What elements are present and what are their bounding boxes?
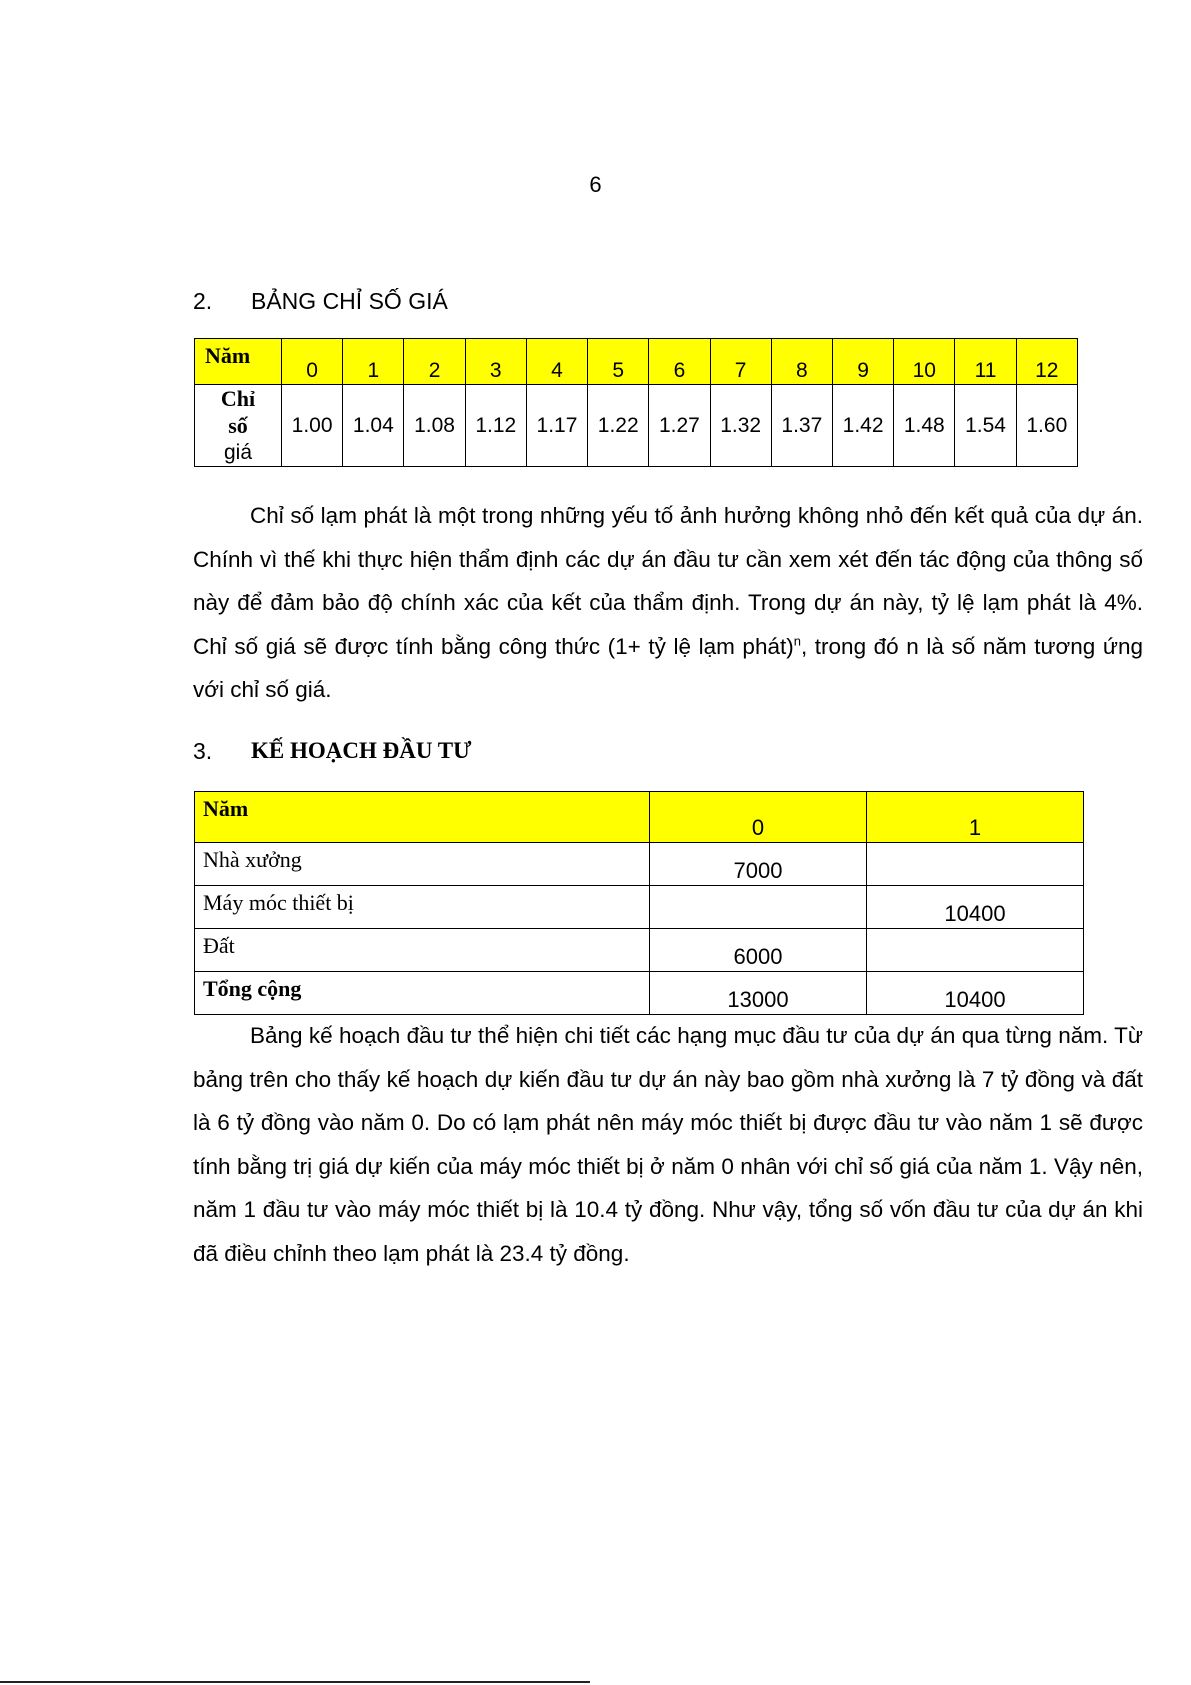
paragraph-end: , trong đó n là số năm tương ứng với chỉ số giá. xyxy=(193,633,1143,702)
header-year-0: 0 xyxy=(649,792,866,843)
row-label: Nhà xưởng xyxy=(195,843,650,886)
total-year-0: 13000 xyxy=(649,972,866,1015)
section-number: 2. xyxy=(193,288,213,314)
value-year-1 xyxy=(866,929,1083,972)
value-year-0: 7000 xyxy=(649,843,866,886)
paragraph-main: Chỉ số lạm phát là một trong những yếu tố ảnh hưởng không nhỏ đến kết quả của dự án. Chính vì thế khi thực hiện thẩm định các dự án đầu tư cần xem xét đến tác động của thông số này để đảm bảo độ chính xác của kết của thẩm định. Trong dự án này, tỷ lệ lạm phát là 4%. Chỉ số giá sẽ được tính bằng công thức (1+ tỷ lệ lạm phát) xyxy=(193,503,1143,659)
value-cell: 1.54 xyxy=(955,385,1016,467)
row-label: Máy móc thiết bị xyxy=(195,886,650,929)
header-label: Năm xyxy=(195,792,650,843)
value-cell: 1.00 xyxy=(282,385,343,467)
value-year-0: 6000 xyxy=(649,929,866,972)
page-number: 6 xyxy=(589,172,602,197)
year-cell: 1 xyxy=(343,339,404,385)
section-heading-price-index xyxy=(193,288,448,315)
row-label-part: giá xyxy=(223,441,253,464)
year-cell: 4 xyxy=(526,339,587,385)
year-cell: 0 xyxy=(282,339,343,385)
value-year-0 xyxy=(649,886,866,929)
year-cell: 3 xyxy=(465,339,526,385)
investment-plan-table xyxy=(194,791,1084,1015)
year-cell: 10 xyxy=(894,339,955,385)
value-cell: 1.32 xyxy=(710,385,771,467)
exponent: n xyxy=(793,633,801,648)
table-row xyxy=(195,843,1084,886)
year-cell: 5 xyxy=(588,339,649,385)
value-year-1 xyxy=(866,843,1083,886)
row-label xyxy=(195,385,282,467)
total-year-1: 10400 xyxy=(866,972,1083,1015)
paragraph-inflation xyxy=(193,494,1143,712)
year-cell: 7 xyxy=(710,339,771,385)
section-heading-investment xyxy=(193,738,471,765)
section-title: KẾ HOẠCH ĐẦU TƯ xyxy=(251,738,472,763)
value-cell: 1.48 xyxy=(894,385,955,467)
table-header-row xyxy=(195,339,1078,385)
year-cell: 8 xyxy=(771,339,832,385)
header-year-1: 1 xyxy=(866,792,1083,843)
section-title: BẢNG CHỈ SỐ GIÁ xyxy=(251,288,448,314)
section-number: 3. xyxy=(193,738,213,764)
paragraph-text: Bảng kế hoạch đầu tư thể hiện chi tiết các hạng mục đầu tư của dự án qua từng năm. Từ bảng trên cho thấy kế hoạch dự kiến đầu tư dự án này bao gồm nhà xưởng là 7 tỷ đồng và đất là 6 tỷ đồng vào năm 0. Do có lạm phát nên máy móc thiết bị được đầu tư vào năm 1 sẽ được tính bằng trị giá dự kiến của máy móc thiết bị ở năm 0 nhân với chỉ số giá của năm 1. Vậy nên, năm 1 đầu tư vào máy móc thiết bị là 10.4 tỷ đồng. Như vậy, tổng số vốn đầu tư của dự án khi đã điều chỉnh theo lạm phát là 23.4 tỷ đồng. xyxy=(193,1023,1143,1266)
page-divider xyxy=(0,1681,590,1683)
table-row xyxy=(195,929,1084,972)
value-cell: 1.08 xyxy=(404,385,465,467)
paragraph-text xyxy=(193,494,1143,712)
year-cell: 2 xyxy=(404,339,465,385)
value-year-1: 10400 xyxy=(866,886,1083,929)
table-row xyxy=(195,385,1078,467)
value-cell: 1.12 xyxy=(465,385,526,467)
year-cell: 6 xyxy=(649,339,710,385)
total-label: Tổng cộng xyxy=(195,972,650,1015)
row-label-part: Chỉ xyxy=(220,386,256,411)
value-cell: 1.37 xyxy=(771,385,832,467)
value-cell: 1.22 xyxy=(588,385,649,467)
paragraph-investment xyxy=(193,1014,1143,1275)
price-index-table xyxy=(194,338,1078,467)
table-total-row xyxy=(195,972,1084,1015)
header-label: Năm xyxy=(195,339,282,385)
row-label: Đất xyxy=(195,929,650,972)
value-cell: 1.60 xyxy=(1016,385,1077,467)
value-cell: 1.42 xyxy=(832,385,893,467)
row-label-part: số xyxy=(228,413,248,438)
value-cell: 1.27 xyxy=(649,385,710,467)
value-cell: 1.04 xyxy=(343,385,404,467)
table-header-row xyxy=(195,792,1084,843)
year-cell: 12 xyxy=(1016,339,1077,385)
table-row xyxy=(195,886,1084,929)
year-cell: 11 xyxy=(955,339,1016,385)
value-cell: 1.17 xyxy=(526,385,587,467)
year-cell: 9 xyxy=(832,339,893,385)
